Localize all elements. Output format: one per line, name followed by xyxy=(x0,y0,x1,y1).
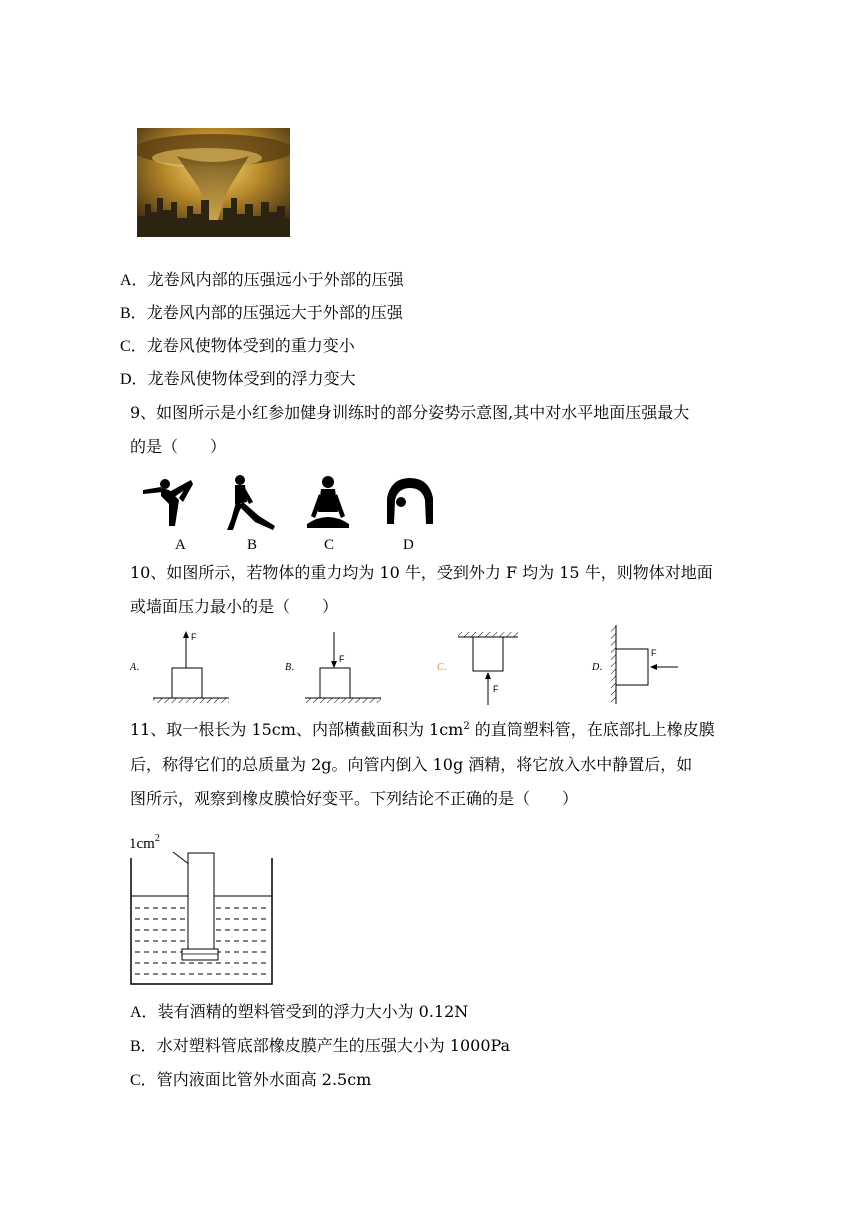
figure-label-c: C． xyxy=(437,662,454,673)
q11-option-a: A．装有酒精的塑料管受到的浮力大小为 0.12N xyxy=(130,1002,469,1021)
pose-label-a: A xyxy=(175,537,186,553)
area-label: $1cm^2$ xyxy=(129,833,160,852)
q10-stem-line1: 10、如图所示，若物体的重力均为 10 牛，受到外力 F 均为 15 牛，则物体对地面 xyxy=(130,563,713,582)
tornado-photo xyxy=(137,128,290,237)
figure-label-b: B． xyxy=(285,662,302,673)
q8-option-c: C．龙卷风使物体受到的重力变小 xyxy=(120,336,355,355)
figure-b xyxy=(285,632,381,703)
pose-c-silhouette xyxy=(307,476,349,528)
q11-stem-line3: 图所示，观察到橡皮膜恰好变平。下列结论不正确的是（ ） xyxy=(130,789,579,808)
q11-stem-line2: 后，称得它们的总质量为 2g。向管内倒入 10g 酒精，将它放入水中静置后，如 xyxy=(130,755,693,774)
pose-label-d: D xyxy=(403,537,414,553)
pose-d-silhouette xyxy=(387,478,433,524)
q11-option-b: B．水对塑料管底部橡皮膜产生的压强大小为 1000Pa xyxy=(130,1036,511,1055)
q10-stem-line2: 或墙面压力最小的是（ ） xyxy=(130,597,339,616)
q11-stem-line1: 11、取一根长为 15cm、内部横截面积为 $1cm^2$ 的直筒塑料管，在底部扎上橡皮膜 xyxy=(130,720,715,739)
force-label-c: F xyxy=(493,684,499,694)
figure-label-a: A． xyxy=(130,662,147,673)
q9-poses-figure xyxy=(135,472,445,554)
pose-a-silhouette xyxy=(143,479,193,526)
q11-option-c: C．管内液面比管外水面高 2.5cm xyxy=(130,1070,372,1089)
pose-label-b: B xyxy=(247,537,258,553)
pose-label-c: C xyxy=(324,537,335,553)
q8-option-a: A．龙卷风内部的压强远小于外部的压强 xyxy=(120,270,404,289)
figure-a xyxy=(129,631,229,703)
figure-label-d: D． xyxy=(592,662,610,673)
force-label-d: F xyxy=(651,648,657,658)
pose-b-silhouette xyxy=(227,475,275,530)
q9-stem-line2: 的是（ ） xyxy=(130,437,227,456)
q8-option-b: B．龙卷风内部的压强远大于外部的压强 xyxy=(120,303,403,322)
figure-c xyxy=(437,632,518,705)
figure-d xyxy=(591,625,678,704)
q11-tube-figure xyxy=(126,828,281,988)
q8-option-d: D．龙卷风使物体受到的浮力变大 xyxy=(120,369,356,388)
q10-force-figures xyxy=(125,622,690,706)
q9-stem-line1: 9、如图所示是小红参加健身训练时的部分姿势示意图,其中对水平地面压强最大 xyxy=(130,403,690,422)
force-label-a: F xyxy=(191,632,197,642)
force-label-b: F xyxy=(339,654,345,664)
